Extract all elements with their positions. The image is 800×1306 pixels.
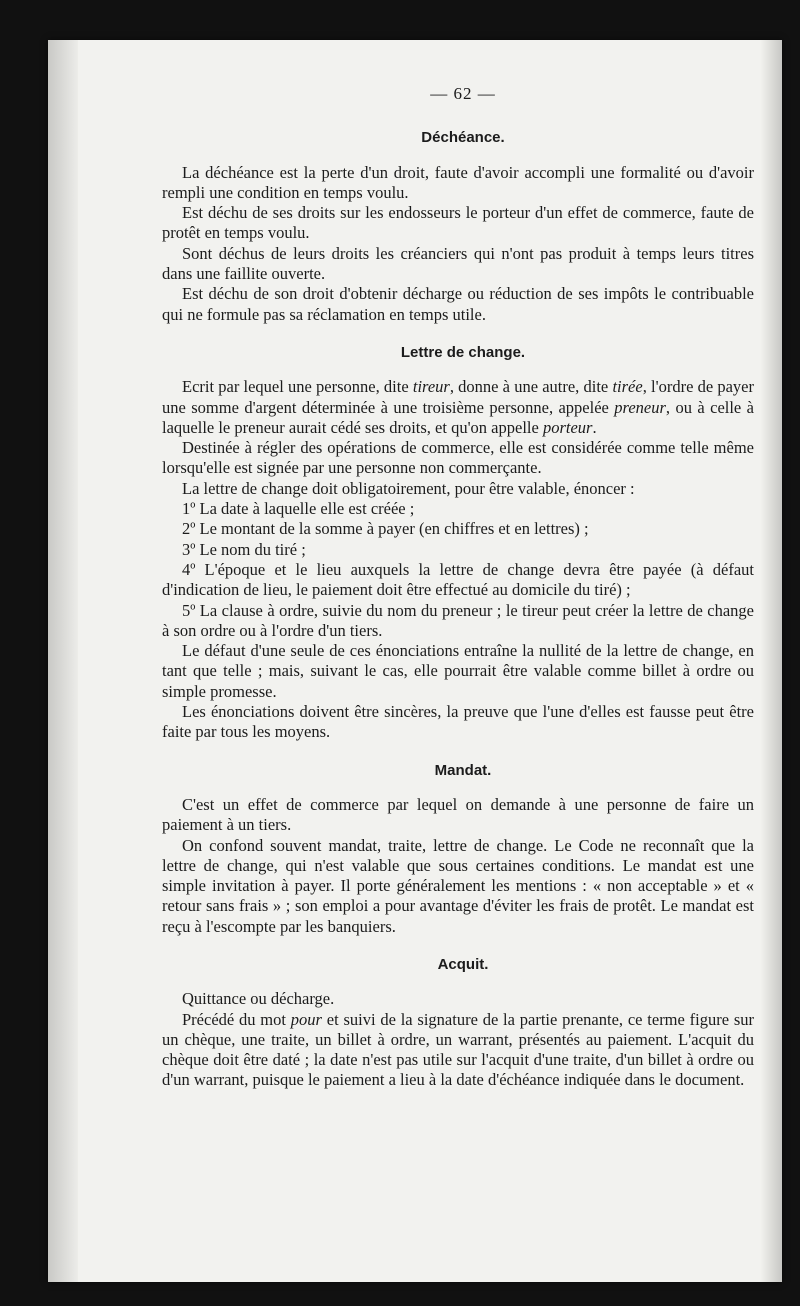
list-item: 4º L'époque et le lieu auxquels la lettre de change devra être payée (à défaut d'indication de lieu, le paiement doit être effectué au domicile du tiré) ; — [162, 559, 754, 600]
paragraph-definition — [162, 377, 754, 438]
text-run: . — [592, 417, 597, 437]
paragraph: Quittance ou décharge. — [182, 989, 335, 1009]
text-run: , donne à une autre, dite — [449, 377, 613, 397]
section-title: Mandat. — [434, 761, 492, 779]
list-item: 5º La clause à ordre, suivie du nom du preneur ; le tireur peut créer la lettre de change à son ordre ou à l'ordre d'un tiers. — [162, 600, 754, 640]
section-title: Acquit. — [437, 955, 489, 973]
page-edge-shadow — [760, 40, 782, 1282]
paragraph: Est déchu de son droit d'obtenir décharge ou réduction de ses impôts le contribuable qui ne formule pas sa réclamation en temps utile. — [162, 284, 754, 324]
page-content — [162, 84, 754, 1091]
section-lettre-de-change — [162, 343, 754, 743]
text-run: Précédé du mot — [182, 1009, 291, 1029]
paragraph: On confond souvent mandat, traite, lettre de change. Le Code ne reconnaît que la lettre de change, qui n'est valable que sous certaines conditions. Le mandat est une simple invitation à payer. Il porte généralement les mentions : « non acceptable » et « retour sans frais » ; son emploi a pour avantage d'éviter les frais de protêt. Le mandat est reçu à l'escompte par les banquiers. — [162, 835, 754, 936]
term-tiree: tirée — [612, 377, 643, 397]
section-title: Déchéance. — [421, 129, 505, 147]
term-tireur: tireur — [412, 377, 450, 397]
paragraph: C'est un effet de commerce par lequel on demande à une personne de faire un paiement à un tiers. — [162, 794, 754, 835]
page-binding-edge — [48, 40, 78, 1282]
list-item: 3º Le nom du tiré ; — [182, 539, 306, 559]
section-acquit — [162, 955, 754, 1091]
section-decheance — [162, 128, 754, 325]
text-run: , l'ordre de payer une somme d'argent déterminée à une troisième personne, appelée — [162, 377, 754, 417]
text-run: Ecrit par lequel une personne, dite — [182, 377, 413, 397]
term-pour: pour — [290, 1009, 322, 1029]
paragraph: Sont déchus de leurs droits les créanciers qui n'ont pas produit à temps leurs titres dans une faillite ouverte. — [162, 243, 754, 284]
list-item: 1º La date à laquelle elle est créée ; — [182, 499, 415, 519]
paragraph: La déchéance est la perte d'un droit, faute d'avoir accompli une formalité ou d'avoir rempli une condition en temps voulu. — [162, 162, 754, 202]
paragraph: Est déchu de ses droits sur les endosseurs le porteur d'un effet de commerce, faute de protêt en temps voulu. — [162, 203, 754, 243]
paragraph-acquit — [162, 1010, 754, 1091]
term-porteur: porteur — [542, 417, 593, 437]
paragraph: Le défaut d'une seule de ces énonciations entraîne la nullité de la lettre de change, en tant que telle ; mais, suivant le cas, elle pourrait être valable comme billet à ordre ou simple promesse. — [162, 641, 754, 701]
paragraph: La lettre de change doit obligatoirement, pour être valable, énoncer : — [182, 478, 635, 498]
section-mandat — [162, 761, 754, 937]
list-item: 2º Le montant de la somme à payer (en chiffres et en lettres) ; — [182, 519, 589, 539]
text-run: , ou à celle à laquelle le preneur aurait cédé ses droits, et qu'on appelle — [162, 397, 754, 437]
paragraph: Destinée à régler des opérations de commerce, elle est considérée comme telle même lorsqu'elle est signée par une personne non commerçante. — [162, 438, 754, 478]
section-title: Lettre de change. — [400, 343, 526, 361]
paragraph: Les énonciations doivent être sincères, la preuve que l'une d'elles est fausse peut être faite par tous les moyens. — [162, 702, 754, 742]
term-preneur: preneur — [614, 397, 666, 417]
page-number: — 62 — — [430, 84, 496, 103]
text-run: et suivi de la signature de la partie prenante, ce terme figure sur un chèque, une traite, un billet à ordre, un warrant, présentés au paiement. L'acquit du chèque doit être daté ; la date n'est pas utile sur l'acquit d'une traite, d'un billet à ordre ou d'un warrant, puisque le paiement a lieu à la date d'échéance indiquée dans le document. — [162, 1009, 754, 1090]
